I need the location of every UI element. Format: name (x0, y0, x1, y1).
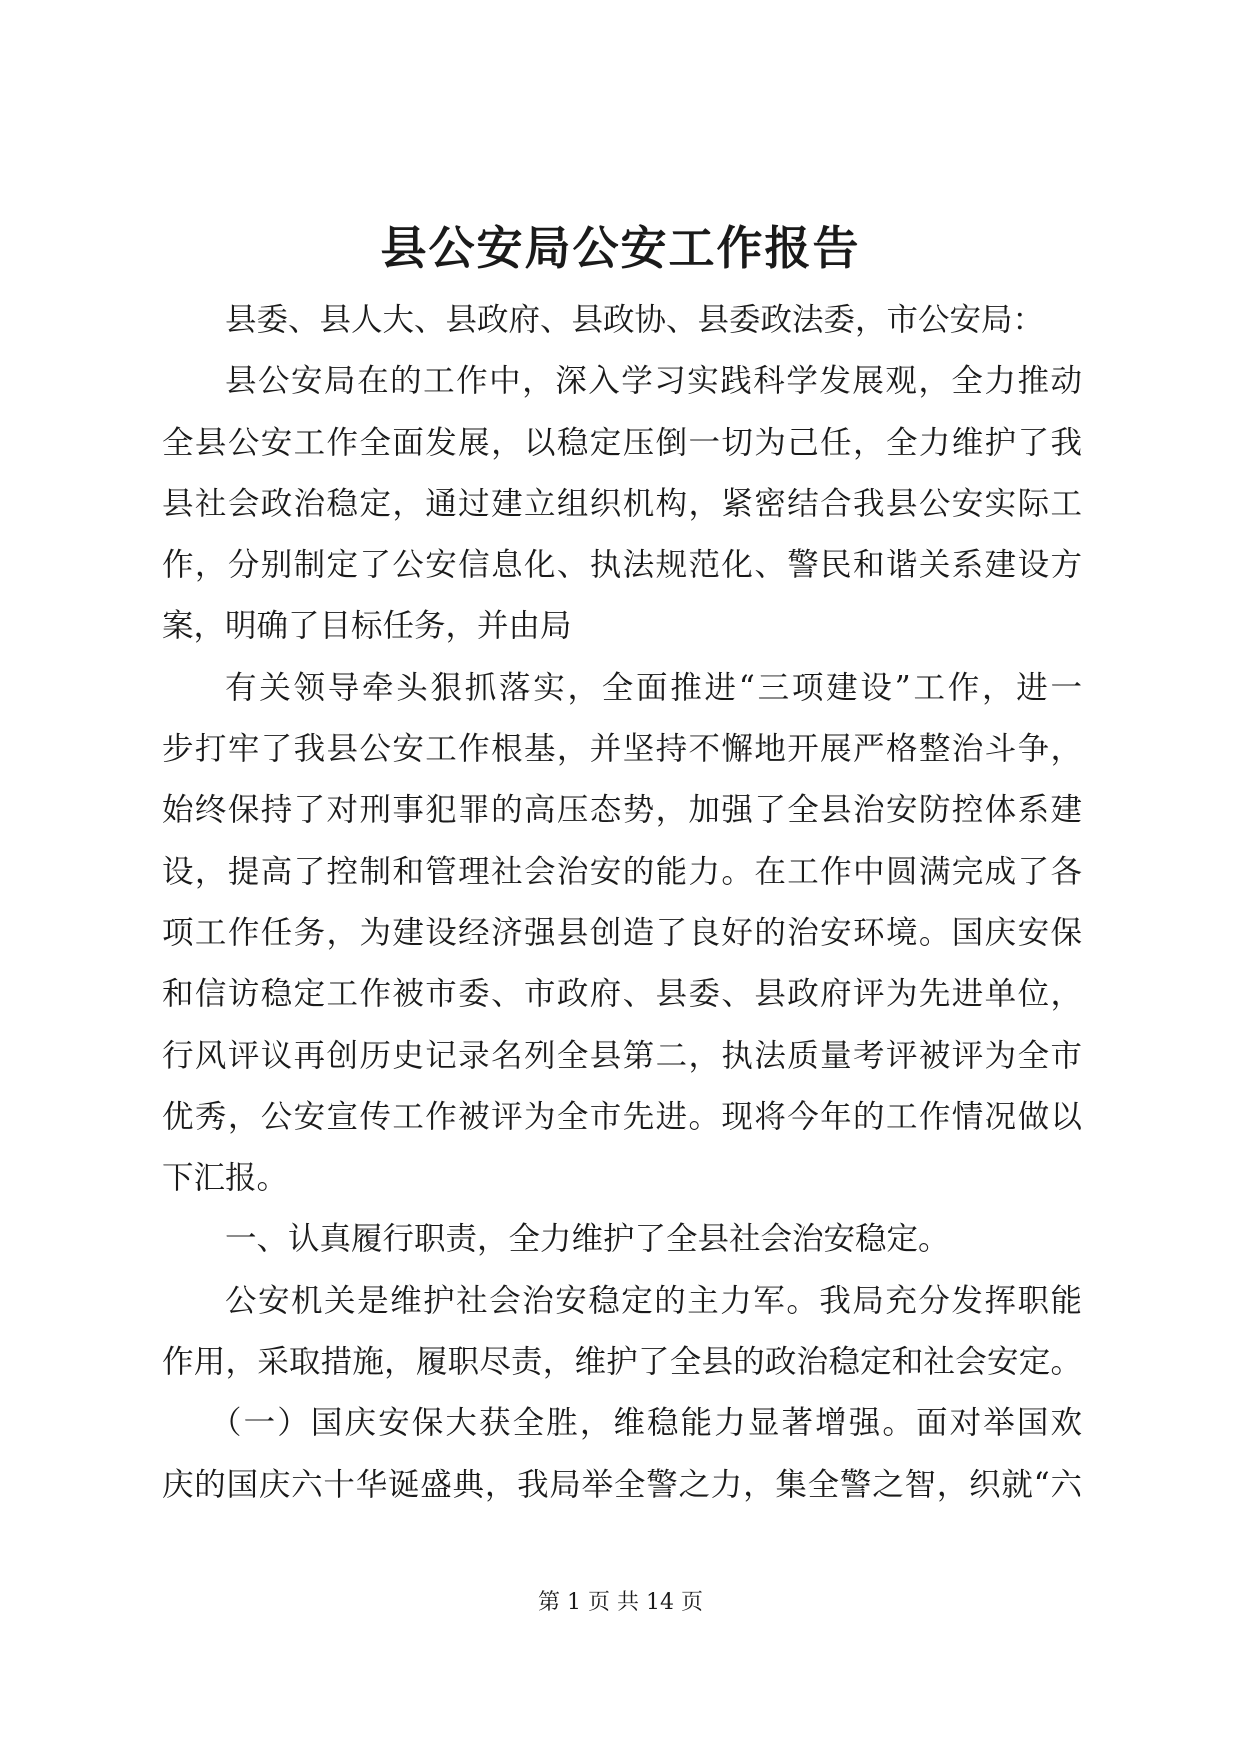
section-heading: 一、认真履行职责，全力维护了全县社会治安稳定。 (225, 1221, 950, 1258)
text-line: 作用，采取措施，履职尽责，维护了全县的政治稳定和社会安定。 (162, 1344, 1082, 1381)
text-line: 项工作任务，为建设经济强县创造了良好的治安环境。国庆安保 (162, 914, 1082, 951)
document-title: 县公安局公安工作报告 (380, 221, 861, 275)
text-line: 全县公安工作全面发展，以稳定压倒一切为己任，全力维护了我 (162, 424, 1082, 461)
text-line: 公安机关是维护社会治安稳定的主力军。我局充分发挥职能 (225, 1282, 1082, 1319)
text-line: 有关领导牵头狠抓落实，全面推进“三项建设”工作，进一 (225, 669, 1082, 706)
text-line: 设，提高了控制和管理社会治安的能力。在工作中圆满完成了各 (162, 853, 1082, 890)
text-line: 始终保持了对刑事犯罪的高压态势，加强了全县治安防控体系建 (162, 792, 1082, 829)
text-line: 优秀，公安宣传工作被评为全市先进。现将今年的工作情况做以 (162, 1098, 1082, 1135)
text-line: 县社会政治稳定，通过建立组织机构，紧密结合我县公安实际工 (162, 485, 1082, 522)
text-line: 步打牢了我县公安工作根基，并坚持不懈地开展严格整治斗争， (162, 731, 1082, 768)
text-line: 作，分别制定了公安信息化、执法规范化、警民和谐关系建设方 (162, 547, 1082, 584)
subsection-heading: （一）国庆安保大获全胜，维稳能力显著增强。面对举国欢 (210, 1405, 1082, 1442)
text-line: 行风评议再创历史记录名列全县第二，执法质量考评被评为全市 (162, 1037, 1082, 1074)
text-line: 和信访稳定工作被市委、市政府、县委、县政府评为先进单位， (162, 976, 1082, 1013)
text-line: 下汇报。 (162, 1160, 289, 1197)
page-number-footer: 第 1 页 共 14 页 (538, 1590, 703, 1615)
text-line: 县公安局在的工作中，深入学习实践科学发展观，全力推动 (225, 363, 1082, 400)
text-line: 县委、县人大、县政府、县政协、县委政法委，市公安局： (225, 302, 1045, 338)
text-line: 案，明确了目标任务，并由局 (162, 608, 572, 645)
text-line: 庆的国庆六十华诞盛典，我局举全警之力，集全警之智，织就“六 (162, 1466, 1082, 1503)
document-body (162, 290, 1082, 1516)
